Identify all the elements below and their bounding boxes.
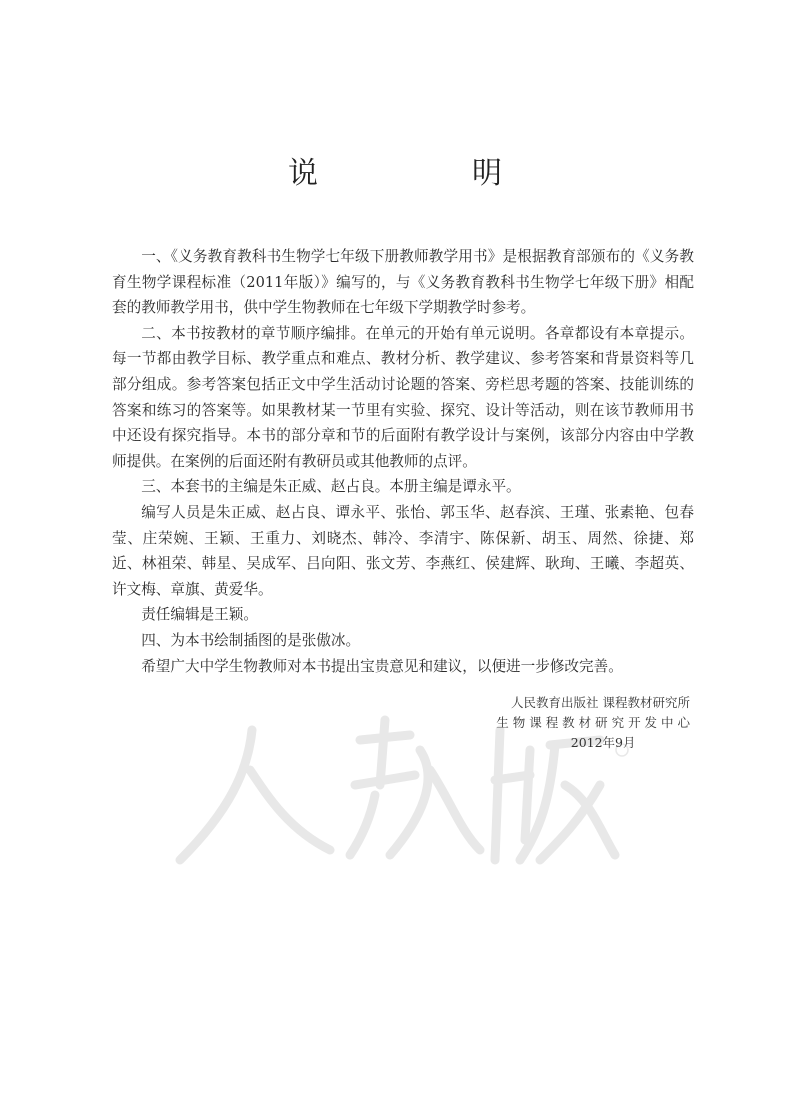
paragraph-2: 二、本书按教材的章节顺序编排。在单元的开始有单元说明。各章都设有本章提示。每一节都由教学目标、教学重点和难点、教材分析、教学建议、参考答案和背景资料等几部分组成。参考答案包括正文中学生活动讨论题的答案、旁栏思考题的答案、技能训练的答案和练习的答案等。如果教材某一节里有实验、探究、设计等活动，则在该节教师用书中还设有探究指导。本书的部分章和节的后面附有教学设计与案例，该部分内容由中学教师提供。在案例的后面还附有教研员或其他教师的点评。 [112, 324, 694, 470]
paragraph-4: 编写人员是朱正威、赵占良、谭永平、张怡、郭玉华、赵春滨、王瑾、张素艳、包春莹、庄荣婉、王颖、王重力、刘晓杰、韩冷、李清宇、陈保新、胡玉、周然、徐捷、郑近、林祖荣、韩星、吴成军、吕向阳、张文芳、李燕红、侯建辉、耿珣、王曦、李超英、许文梅、章旗、黄爱华。 [112, 503, 694, 598]
paragraph-1: 一、《义务教育教科书生物学七年级下册教师教学用书》是根据教育部颁布的《义务教育生物学课程标准（2011年版）》编写的，与《义务教育教科书生物学七年级下册》相配套的教师教学用书，供中学生物教师在七年级下学期教学时参考。 [112, 248, 694, 317]
body-text [112, 244, 694, 679]
page-title: 说 明 [288, 156, 564, 191]
signature-block [496, 693, 690, 753]
signature-publisher: 人民教育出版社 课程教材研究所 [511, 695, 690, 710]
paragraph-6: 四、为本书绘制插图的是张傲冰。 [141, 631, 361, 649]
signature-date: 2012年9月 [570, 735, 636, 750]
paragraph-5: 责任编辑是王颖。 [141, 606, 258, 624]
signature-center: 生 物 课 程 教 材 研 究 开 发 中 心 [496, 715, 690, 730]
paragraph-3: 三、本套书的主编是朱正威、赵占良。本册主编是谭永平。 [141, 478, 521, 496]
paragraph-7: 希望广大中学生物教师对本书提出宝贵意见和建议，以便进一步修改完善。 [141, 657, 623, 675]
